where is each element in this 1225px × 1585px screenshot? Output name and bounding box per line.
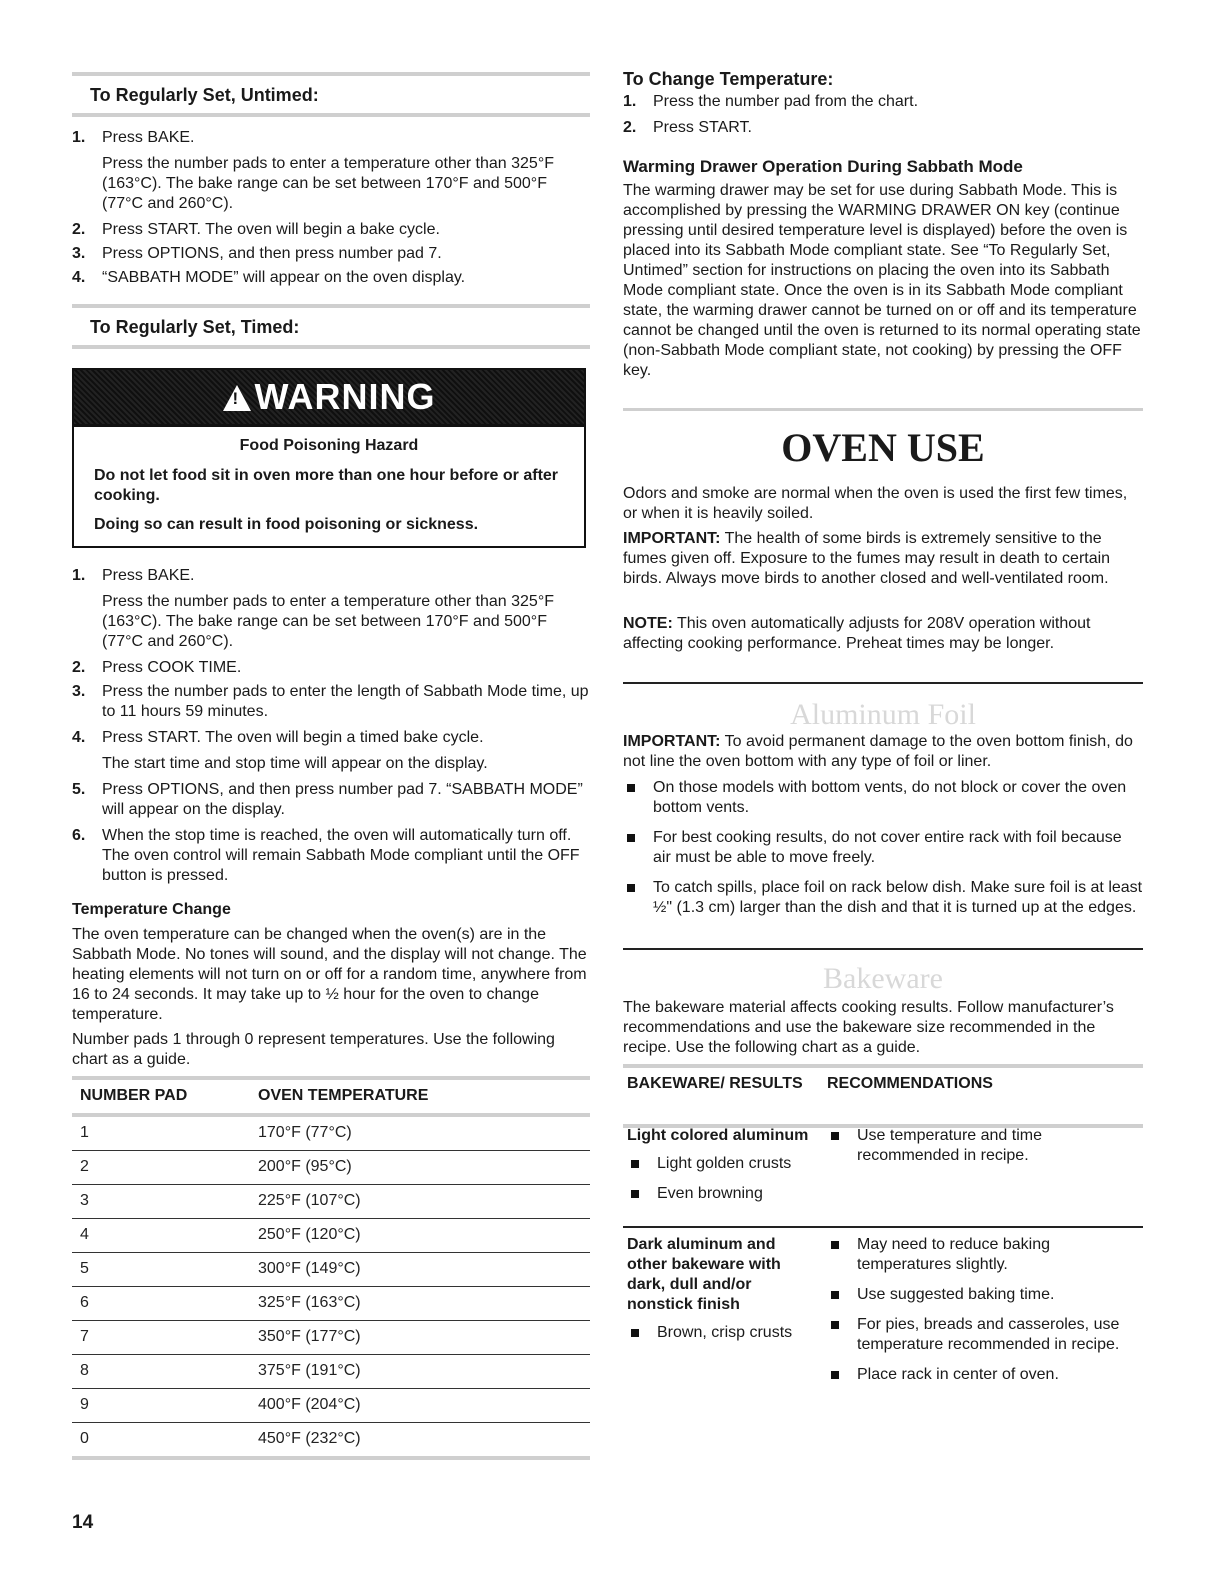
list-item: Light golden crusts [627, 1154, 817, 1174]
foil-bullets [623, 778, 1143, 928]
list-item: 1. Press BAKE. Press the number pads to enter a temperature other than 325°F (163°C). The bake range can be set between 170°F and 500°F (77°C and 260°C). [72, 129, 554, 212]
oven-use-title: OVEN USE [781, 425, 985, 470]
table-cell: 325°F (163°C) [250, 1287, 590, 1321]
list-item: For best cooking results, do not cover entire rack with foil because air must be able to move freely. [623, 828, 1143, 868]
table-cell: 2 [72, 1151, 250, 1185]
list-item: 6. When the stop time is reached, the oven will automatically turn off. The oven control will remain Sabbath Mode compliant until the OFF button is pressed. [72, 827, 580, 884]
table-cell: 1 [72, 1115, 250, 1151]
table-cell: 6 [72, 1287, 250, 1321]
table-row [72, 1151, 590, 1185]
table-row [72, 1115, 590, 1151]
warning-line-1: Do not let food sit in oven more than one hour before or after cooking. [94, 467, 559, 504]
untimed-steps [72, 128, 592, 288]
table-cell: 7 [72, 1321, 250, 1355]
table-header-oven-temperature: OVEN TEMPERATURE [250, 1078, 590, 1115]
table-row [72, 1219, 590, 1253]
list-item: 1. Press the number pad from the chart. [623, 93, 919, 110]
list-item: 4. “SABBATH MODE” will appear on the oven display. [72, 269, 466, 286]
table-cell: 4 [72, 1219, 250, 1253]
table-row [72, 1321, 590, 1355]
recommendations-cell [827, 1235, 1143, 1395]
divider [623, 682, 1143, 684]
list-item: On those models with bottom vents, do not block or cover the oven bottom vents. [623, 778, 1143, 818]
timed-heading: To Regularly Set, Timed: [72, 304, 590, 349]
list-item: 5. Press OPTIONS, and then press number pad 7. “SABBATH MODE” will appear on the display. [72, 781, 583, 818]
divider [623, 408, 1143, 411]
list-item: 2. Press START. [623, 119, 752, 136]
table-cell: 0 [72, 1423, 250, 1459]
bakeware-title: Bakeware [823, 962, 943, 995]
table-row [72, 1389, 590, 1423]
table-row [72, 1355, 590, 1389]
table-cell: 225°F (107°C) [250, 1185, 590, 1219]
table-cell: 400°F (204°C) [250, 1389, 590, 1423]
results-list [627, 1323, 817, 1343]
table-cell: 5 [72, 1253, 250, 1287]
list-item: Place rack in center of oven. [827, 1365, 1143, 1385]
table-cell: 3 [72, 1185, 250, 1219]
list-item: 1. Press BAKE. Press the number pads to enter a temperature other than 325°F (163°C). The bake range can be set between 170°F and 500°F (77°C and 260°C). [72, 567, 554, 650]
change-temp-steps [623, 92, 1143, 138]
temp-change-para-1: The oven temperature can be changed when the oven(s) are in the Sabbath Mode. No tones will sound, and the display will not change. The heating elements will not turn on or off for a random time, anywhere from 16 to 24 seconds. It may take up to ½ hour for the oven to change temperature. [72, 926, 587, 1023]
oven-use-important: IMPORTANT: The health of some birds is extremely sensitive to the fumes given off. Exposure to the fumes may result in death to certain birds. Always move birds to another closed and well-ventilated room. [623, 530, 1111, 587]
recommendations-list [827, 1235, 1143, 1385]
list-item: Even browning [627, 1184, 817, 1204]
recommendations-list [827, 1126, 1143, 1166]
list-item: Use suggested baking time. [827, 1285, 1143, 1305]
bakeware-name: Light colored aluminum [627, 1127, 809, 1144]
foil-important: IMPORTANT: To avoid permanent damage to the oven bottom finish, do not line the oven bottom with any type of foil or liner. [623, 733, 1133, 770]
recommendations-cell [827, 1126, 1143, 1176]
temp-change-para-2: Number pads 1 through 0 represent temperatures. Use the following chart as a guide. [72, 1031, 555, 1068]
table-cell: 350°F (177°C) [250, 1321, 590, 1355]
table-row [72, 1287, 590, 1321]
list-item: 3. Press the number pads to enter the length of Sabbath Mode time, up to 11 hours 59 minutes. [72, 683, 589, 720]
list-item: 2. Press START. The oven will begin a bake cycle. [72, 221, 440, 238]
list-item: 2. Press COOK TIME. [72, 659, 242, 676]
table-cell: 170°F (77°C) [250, 1115, 590, 1151]
list-item: 4. Press START. The oven will begin a timed bake cycle. The start time and stop time will appear on the display. [72, 729, 488, 772]
bakeware-intro: The bakeware material affects cooking results. Follow manufacturer’s recommendations and use the bakeware size recommended in the recipe. Use the following chart as a guide. [623, 999, 1114, 1056]
table-row [623, 1126, 1143, 1228]
list-item: Brown, crisp crusts [627, 1323, 817, 1343]
warning-banner [74, 370, 584, 427]
warning-hazard: Food Poisoning Hazard [239, 437, 419, 454]
list-item: For pies, breads and casseroles, use temperature recommended in recipe. [827, 1315, 1143, 1355]
recommendations-col-header: RECOMMENDATIONS [827, 1075, 993, 1092]
number-pad-table [72, 1076, 590, 1460]
table-cell: 8 [72, 1355, 250, 1389]
list-item: 3. Press OPTIONS, and then press number pad 7. [72, 245, 442, 262]
change-temp-heading: To Change Temperature: [623, 69, 834, 89]
bakeware-table-header [623, 1064, 1143, 1128]
results-list [627, 1154, 817, 1204]
divider [623, 948, 1143, 950]
untimed-heading: To Regularly Set, Untimed: [72, 72, 590, 117]
list-item: To catch spills, place foil on rack below dish. Make sure foil is at least ½" (1.3 cm) larger than the dish and that it is turned up at the edges. [623, 878, 1143, 918]
warming-heading: Warming Drawer Operation During Sabbath Mode [623, 157, 1023, 176]
oven-use-para-1: Odors and smoke are normal when the oven is used the first few times, or when it is heavily soiled. [623, 485, 1128, 522]
list-item: May need to reduce baking temperatures slightly. [827, 1235, 1143, 1275]
table-cell: 300°F (149°C) [250, 1253, 590, 1287]
timed-steps [72, 566, 592, 886]
warning-box [72, 368, 586, 548]
warning-line-2: Doing so can result in food poisoning or sickness. [94, 516, 479, 533]
warning-title: WARNING [254, 376, 436, 417]
table-cell: 250°F (120°C) [250, 1219, 590, 1253]
table-cell: 9 [72, 1389, 250, 1423]
list-item: Use temperature and time recommended in recipe. [827, 1126, 1143, 1166]
table-row [72, 1423, 590, 1459]
bakeware-name: Dark aluminum and other bakeware with dark, dull and/or nonstick finish [627, 1236, 781, 1313]
table-cell: 200°F (95°C) [250, 1151, 590, 1185]
warning-triangle-icon [223, 385, 251, 411]
oven-use-note: NOTE: This oven automatically adjusts for 208V operation without affecting cooking performance. Preheat times may be longer. [623, 615, 1091, 652]
table-row [72, 1185, 590, 1219]
page-number: 14 [72, 1512, 94, 1533]
warming-text: The warming drawer may be set for use during Sabbath Mode. This is accomplished by pressing the WARMING DRAWER ON key (continue pressing until desired temperature level is displayed) before the oven is placed into its Sabbath Mode compliant state. See “To Regularly Set, Untimed” section for instructions on placing the oven into its Sabbath Mode compliant state. Once the oven is in its Sabbath Mode compliant state, the warming drawer cannot be turned on or off and its temperature cannot be changed until the oven is returned to its normal operating state (non-Sabbath Mode compliant state, not cooking) by pressing the OFF key. [623, 182, 1141, 379]
temp-change-heading: Temperature Change [72, 901, 231, 918]
aluminum-foil-title: Aluminum Foil [790, 698, 976, 731]
table-cell: 375°F (191°C) [250, 1355, 590, 1389]
table-header-number-pad: NUMBER PAD [72, 1078, 250, 1115]
bakeware-cell [627, 1235, 817, 1353]
table-row [72, 1253, 590, 1287]
bakeware-cell [627, 1126, 817, 1214]
table-cell: 450°F (232°C) [250, 1423, 590, 1459]
bakeware-col-header: BAKEWARE/ RESULTS [627, 1075, 803, 1092]
